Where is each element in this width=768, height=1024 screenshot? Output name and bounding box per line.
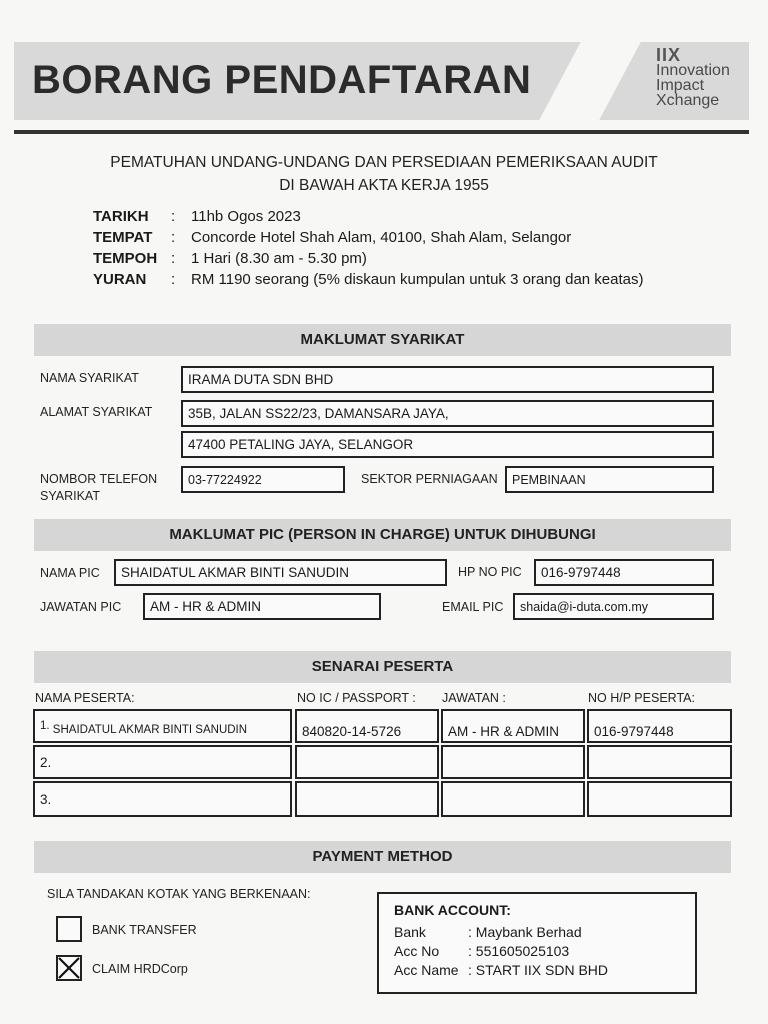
participant-1-ic-cell[interactable]: 840820-14-5726 bbox=[295, 709, 439, 743]
info-row-duration: TEMPOH : 1 Hari (8.30 am - 5.30 pm) bbox=[93, 250, 367, 267]
company-address-label: ALAMAT SYARIKAT bbox=[40, 405, 153, 419]
section-company-info: MAKLUMAT SYARIKAT bbox=[34, 324, 731, 356]
info-value: 11hb Ogos 2023 bbox=[191, 208, 301, 225]
logo-mark: IIX bbox=[656, 45, 682, 65]
company-phone-label-line2: SYARIKAT bbox=[40, 489, 100, 503]
company-phone-label bbox=[40, 471, 157, 505]
bank-row-bank bbox=[394, 923, 582, 942]
company-phone-label-line1: NOMBOR TELEFON bbox=[40, 472, 158, 486]
participant-row-number: 3. bbox=[40, 792, 52, 807]
pic-hp-label: HP NO PIC bbox=[458, 565, 522, 579]
participant-2-name-cell[interactable] bbox=[33, 745, 292, 779]
participant-3-phone-cell[interactable] bbox=[587, 781, 732, 817]
col-header-name: NAMA PESERTA: bbox=[35, 691, 135, 705]
pic-email-label: EMAIL PIC bbox=[442, 600, 504, 614]
info-row-fee: YURAN : RM 1190 seorang (5% diskaun kumpulan untuk 3 orang dan keatas) bbox=[93, 271, 644, 288]
section-payment-method: PAYMENT METHOD bbox=[34, 841, 731, 873]
info-key: TEMPOH bbox=[93, 250, 158, 267]
participant-1-phone-cell[interactable]: 016-9797448 bbox=[587, 709, 732, 743]
participant-row-number: 1. bbox=[40, 720, 50, 732]
company-address-line2-field[interactable]: 47400 PETALING JAYA, SELANGOR bbox=[181, 431, 714, 458]
participant-3-name-cell[interactable] bbox=[33, 781, 292, 817]
bank-row-key: Acc No bbox=[394, 943, 440, 959]
pic-email-field[interactable]: shaida@i-duta.com.my bbox=[513, 593, 714, 620]
pic-position-field[interactable]: AM - HR & ADMIN bbox=[143, 593, 381, 620]
col-header-position: JAWATAN : bbox=[442, 691, 506, 705]
info-value: RM 1190 seorang (5% diskaun kumpulan untuk 3 orang dan keatas) bbox=[191, 271, 644, 288]
bank-row-key: Acc Name bbox=[394, 962, 459, 978]
info-key: TEMPAT bbox=[93, 229, 153, 246]
col-header-ic: NO IC / PASSPORT : bbox=[297, 691, 416, 705]
section-pic-info: MAKLUMAT PIC (PERSON IN CHARGE) UNTUK DIHUBUNGI bbox=[34, 519, 731, 551]
claim-hrdcorp-label: CLAIM HRDCorp bbox=[92, 962, 188, 976]
logo-line-3: Xchange bbox=[656, 92, 720, 109]
section-participants: SENARAI PESERTA bbox=[34, 651, 731, 683]
participant-2-ic-cell[interactable] bbox=[295, 745, 439, 779]
course-title-line-1: PEMATUHAN UNDANG-UNDANG DAN PERSEDIAAN PEMERIKSAAN AUDIT bbox=[110, 154, 658, 171]
info-key: YURAN bbox=[93, 271, 147, 288]
info-row-date: TARIKH : 11hb Ogos 2023 bbox=[93, 208, 301, 225]
bank-row-acc-no bbox=[394, 942, 569, 961]
participant-3-position-cell[interactable] bbox=[441, 781, 585, 817]
pic-name-field[interactable]: SHAIDATUL AKMAR BINTI SANUDIN bbox=[114, 559, 447, 586]
info-key: TARIKH bbox=[93, 208, 149, 225]
bank-transfer-label: BANK TRANSFER bbox=[92, 923, 197, 937]
info-value: Concorde Hotel Shah Alam, 40100, Shah Alam, Selangor bbox=[191, 229, 572, 246]
info-row-venue: TEMPAT : Concorde Hotel Shah Alam, 40100, Shah Alam, Selangor bbox=[93, 229, 572, 246]
bank-row-value: : Maybank Berhad bbox=[468, 924, 582, 940]
bank-row-acc-name bbox=[394, 961, 608, 980]
logo-line-2: Impact bbox=[656, 77, 705, 94]
claim-hrdcorp-checkbox[interactable] bbox=[56, 955, 82, 981]
iix-logo bbox=[656, 45, 746, 109]
bank-row-value: : START IIX SDN BHD bbox=[468, 962, 609, 978]
checked-x-icon bbox=[58, 957, 80, 979]
participant-2-phone-cell[interactable] bbox=[587, 745, 732, 779]
business-sector-field[interactable]: PEMBINAAN bbox=[505, 466, 714, 493]
participant-2-position-cell[interactable] bbox=[441, 745, 585, 779]
company-name-field[interactable]: IRAMA DUTA SDN BHD bbox=[181, 366, 714, 393]
participant-row-number: 2. bbox=[40, 755, 52, 770]
bank-account-box bbox=[377, 892, 697, 994]
company-phone-field[interactable]: 03-77224922 bbox=[181, 466, 345, 493]
bank-row-key: Bank bbox=[394, 924, 426, 940]
form-title: BORANG PENDAFTARAN bbox=[32, 58, 532, 102]
course-title-line-2: DI BAWAH AKTA KERJA 1955 bbox=[279, 177, 489, 194]
participant-name: SHAIDATUL AKMAR BINTI SANUDIN bbox=[52, 724, 248, 736]
participant-1-name-cell[interactable] bbox=[33, 709, 292, 743]
bank-account-title: BANK ACCOUNT: bbox=[394, 902, 511, 918]
participant-3-ic-cell[interactable] bbox=[295, 781, 439, 817]
pic-position-label: JAWATAN PIC bbox=[40, 600, 122, 614]
logo-line-1: Innovation bbox=[656, 62, 730, 79]
col-header-phone: NO H/P PESERTA: bbox=[588, 691, 695, 705]
payment-instruction: SILA TANDAKAN KOTAK YANG BERKENAAN: bbox=[47, 887, 311, 901]
business-sector-label: SEKTOR PERNIAGAAN bbox=[361, 472, 498, 486]
bank-transfer-checkbox[interactable] bbox=[56, 916, 82, 942]
pic-name-label: NAMA PIC bbox=[40, 566, 100, 580]
header-rule bbox=[14, 130, 749, 134]
info-value: 1 Hari (8.30 am - 5.30 pm) bbox=[191, 250, 367, 267]
participant-1-position-cell[interactable]: AM - HR & ADMIN bbox=[441, 709, 585, 743]
pic-hp-field[interactable]: 016-9797448 bbox=[534, 559, 714, 586]
bank-row-value: : 551605025103 bbox=[468, 943, 570, 959]
company-name-label: NAMA SYARIKAT bbox=[40, 371, 139, 385]
company-address-line1-field[interactable]: 35B, JALAN SS22/23, DAMANSARA JAYA, bbox=[181, 400, 714, 427]
